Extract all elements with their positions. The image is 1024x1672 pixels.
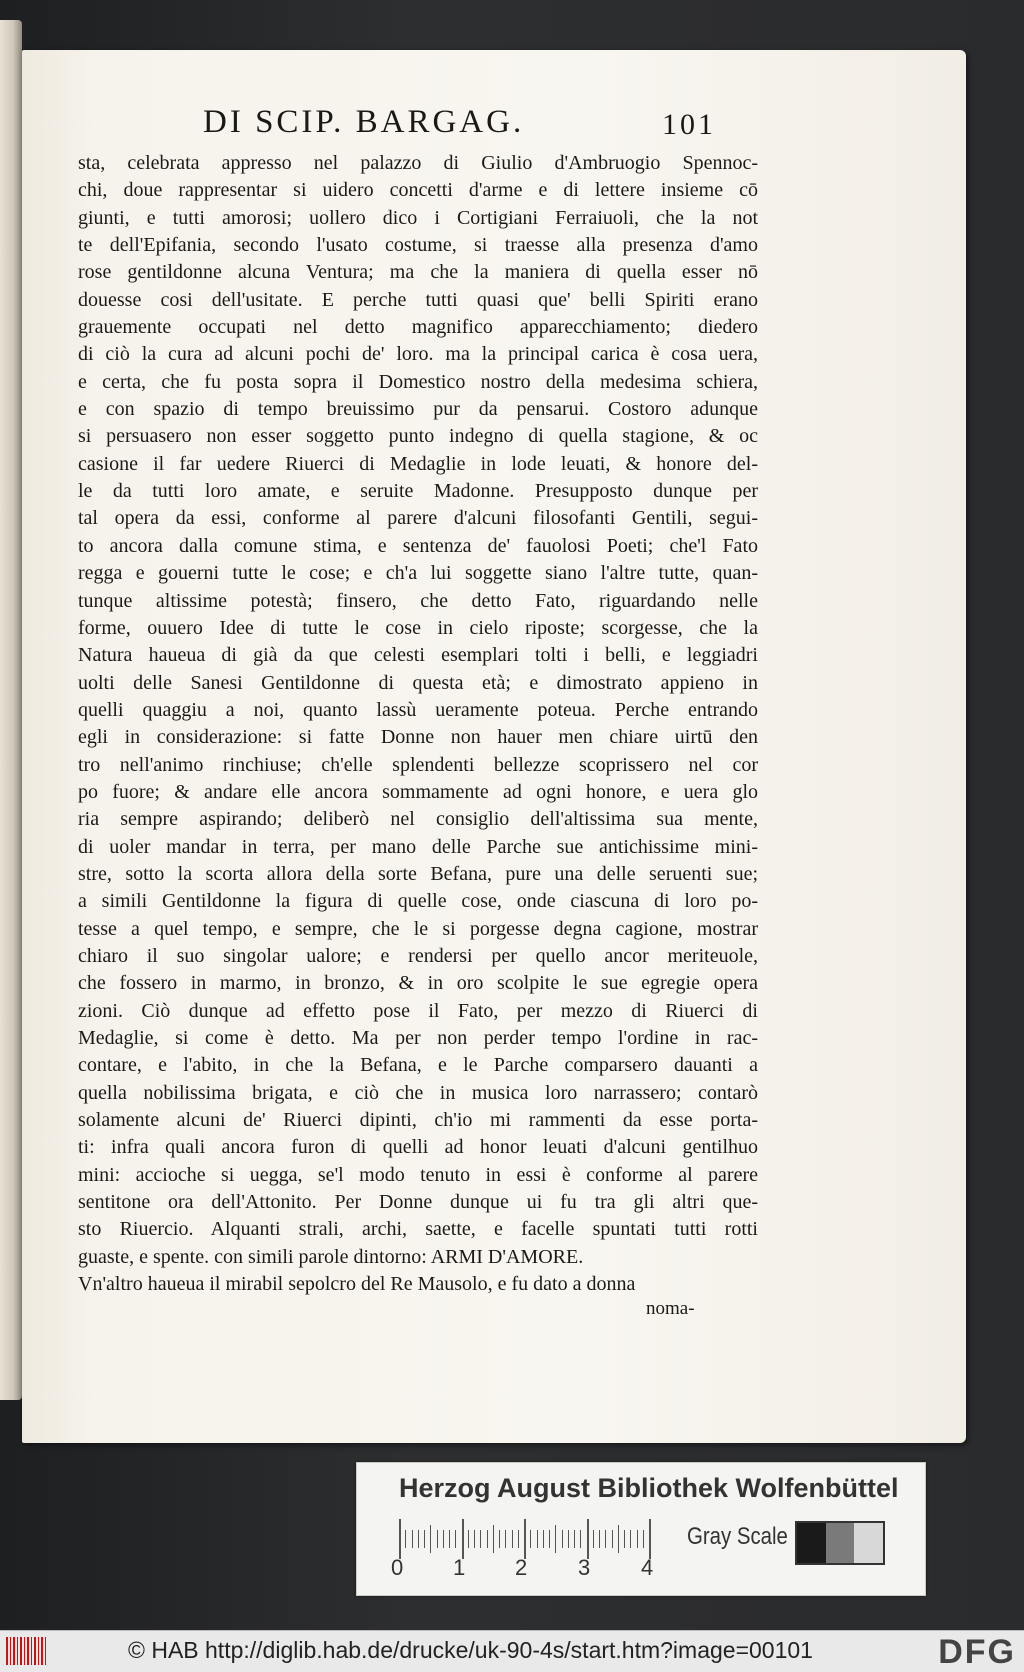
scale-tick — [593, 1530, 594, 1548]
scale-tick — [474, 1530, 475, 1548]
gray-swatch — [826, 1523, 855, 1563]
measurement-scale — [399, 1519, 669, 1559]
scale-tick — [512, 1530, 513, 1548]
page-body-text — [78, 150, 758, 1298]
scale-tick — [418, 1530, 419, 1548]
scale-tick — [630, 1530, 631, 1548]
text-line: Natura haueua di già da que celesti esemplari tolti i belli, e leggiadri — [78, 644, 758, 667]
gray-swatch — [797, 1523, 826, 1563]
scale-tick — [437, 1530, 438, 1548]
text-line: sentitone ora dell'Attonito. Per Donne dunque ui fu tra gli altri que- — [78, 1191, 758, 1214]
text-line: a simili Gentildonne la figura di quelle cose, onde ciascuna di loro po- — [78, 890, 758, 913]
gray-scale-label: Gray Scale — [687, 1523, 788, 1550]
text-line: tesse a quel tempo, e sempre, che le si porgesse degna cagione, mostrar — [78, 917, 758, 940]
scale-tick — [430, 1525, 431, 1553]
text-line: tro nell'animo rinchiuse; ch'elle splendenti bellezze scoprissero nel cor — [78, 753, 758, 776]
library-name: Herzog August Bibliothek Wolfenbüttel — [399, 1473, 899, 1503]
text-line: egli in considerazione: si fatte Donne non hauer men chiare uirtū den — [78, 726, 758, 749]
text-line: casione il far uedere Riuerci di Medaglie in lode leuati, & honore del- — [78, 452, 758, 475]
text-line: quelli quaggiu a noi, quanto lassù ueramente poteua. Perche entrando — [78, 698, 758, 721]
text-line: di uoler mandar in terra, per mano delle Parche sue antichissime mini- — [78, 835, 758, 858]
text-line: chi, doue rappresentar si uidero concetti d'arme e di lettere insieme cō — [78, 179, 758, 202]
text-line: guaste, e spente. con simili parole dintorno: ARMI D'AMORE. — [78, 1245, 584, 1268]
scale-tick — [412, 1530, 413, 1548]
text-line: Vn'altro haueua il mirabil sepolcro del Re Mausolo, e fu dato a donna — [78, 1273, 636, 1296]
viewer-footer — [0, 1630, 1024, 1672]
scale-tick — [518, 1530, 519, 1548]
text-line: ti: infra quali ancora furon di quelli ad honor leuati d'alcuni gentilhuo — [78, 1136, 758, 1159]
scale-tick — [480, 1530, 481, 1548]
text-line: giunti, e tutti amorosi; uollero dico i Cortigiani Ferraiuoli, che la not — [78, 206, 758, 229]
scale-tick — [618, 1525, 619, 1553]
text-line: tunque altissime potestà; finsero, che detto Fato, riguardando nelle — [78, 589, 758, 612]
text-line: sta, celebrata appresso nel palazzo di Giulio d'Ambruogio Spennoc- — [78, 152, 758, 174]
text-line: e certa, che fu posta sopra il Domestico nostro della medesima schiera, — [78, 370, 758, 393]
scale-tick — [605, 1530, 606, 1548]
text-line: to ancora dalla comune stima, e sentenza de' fauolosi Poeti; che'l Fato — [78, 534, 758, 557]
scale-tick — [562, 1530, 563, 1548]
scale-tick — [462, 1519, 464, 1559]
text-line: regga e gouerni tutte le cose; e ch'a lui soggette siano l'altre tutte, quan- — [78, 562, 758, 585]
gray-scale-swatches — [795, 1521, 885, 1565]
text-line: forme, ouuero Idee di tutte le cose in cielo riposte; scorgesse, che la — [78, 616, 758, 639]
scale-tick — [543, 1530, 544, 1548]
scale-number: 0 — [391, 1555, 404, 1580]
scale-tick — [649, 1519, 651, 1559]
text-line: che fossero in marmo, in bronzo, & in oro scolpite le sue egregie opera — [78, 972, 758, 995]
scale-tick — [537, 1530, 538, 1548]
hab-logo-icon — [6, 1637, 46, 1665]
scale-tick — [549, 1530, 550, 1548]
text-line: di ciò la cura ad alcuni pochi de' loro. ma la principal carica è cosa uera, — [78, 343, 758, 366]
facing-page-edge — [0, 20, 22, 1400]
scale-tick — [637, 1530, 638, 1548]
text-line: rose gentildonne alcuna Ventura; ma che la maniera di quella esser nō — [78, 261, 758, 284]
scale-tick — [643, 1530, 644, 1548]
text-line: stre, sotto la scorta allora della sorte Befana, pure una delle seruenti sue; — [78, 862, 758, 885]
scale-number: 3 — [578, 1555, 591, 1580]
text-line: sto Riuercio. Alquanti strali, archi, saette, e facelle spuntati tutti rotti — [78, 1218, 758, 1241]
running-head: DI SCIP. BARGAG. — [203, 104, 525, 140]
scale-tick — [443, 1530, 444, 1548]
folio-number: 101 — [662, 108, 716, 141]
text-line: po fuore; & andare elle ancora sommamente ad ogni honore, e uera glo — [78, 780, 758, 803]
scale-tick — [599, 1530, 600, 1548]
text-line: te dell'Epifania, secondo l'usato costume, si traesse alla presenza d'amo — [78, 234, 758, 257]
scale-number: 1 — [453, 1555, 466, 1580]
scale-tick — [568, 1530, 569, 1548]
text-line: douesse cosi dell'usitate. E perche tutti quasi que' belli Spiriti erano — [78, 288, 758, 311]
scale-tick — [424, 1530, 425, 1548]
text-line: le da tutti loro amate, e seruite Madonne. Presupposto dunque per — [78, 480, 758, 503]
dfg-logo: DFG — [938, 1633, 1016, 1671]
text-line: chiaro il suo singolar ualore; e rendersi per quello ancor meriteuole, — [78, 944, 758, 967]
text-line: si persuasero non esser soggetto punto indegno di quella stagione, & oc — [78, 425, 758, 448]
scale-numbers — [391, 1555, 691, 1585]
scale-tick — [587, 1519, 589, 1559]
text-line: mini: accioche si uegga, se'l modo tenuto in essi è conforme al parere — [78, 1163, 758, 1186]
scale-tick — [399, 1519, 401, 1559]
text-line: Medaglie, si come è detto. Ma per non perder tempo l'ordine in rac- — [78, 1027, 758, 1049]
scale-number: 4 — [641, 1555, 654, 1580]
scale-number: 2 — [515, 1555, 528, 1580]
text-line: ria sempre aspirando; deliberò nel consiglio dell'altissima sua mente, — [78, 808, 758, 831]
scale-tick — [487, 1530, 488, 1548]
text-line: solamente alcuni de' Riuerci dipinti, ch'io mi rammenti da esse porta- — [78, 1109, 758, 1132]
footer-url-link[interactable]: © HAB http://diglib.hab.de/drucke/uk-90-4s/start.htm?image=00101 — [128, 1637, 813, 1663]
text-line: grauemente occupati nel detto magnifico apparecchiamento; diedero — [78, 316, 758, 339]
text-line: contare, e l'abito, in che la Befana, e le Parche comparsero dauanti a — [78, 1054, 758, 1077]
text-line: quella nobilissima brigata, e ciò che in musica loro narrassero; contarò — [78, 1081, 758, 1104]
scale-tick — [455, 1530, 456, 1548]
text-line: e con spazio di tempo breuissimo pur da pensarui. Costoro adunque — [78, 398, 758, 421]
text-line: zioni. Ciò dunque ad effetto pose il Fato, per mezzo di Riuerci di — [78, 999, 758, 1022]
library-color-card — [356, 1462, 926, 1596]
gray-swatch — [854, 1523, 883, 1563]
scale-tick — [524, 1519, 526, 1559]
page-header — [0, 104, 1024, 144]
scale-tick — [612, 1530, 613, 1548]
text-line: uolti delle Sanesi Gentildonne di questa età; e dimostrato appieno in — [78, 671, 758, 694]
scale-tick — [555, 1525, 556, 1553]
scale-tick — [505, 1530, 506, 1548]
scale-tick — [530, 1530, 531, 1548]
scale-tick — [449, 1530, 450, 1548]
scale-tick — [574, 1530, 575, 1548]
catchword: noma- — [646, 1298, 695, 1319]
text-line: tal opera da essi, conforme al parere d'alcuni filosofanti Gentili, segui- — [78, 507, 758, 530]
scale-tick — [468, 1530, 469, 1548]
scale-tick — [624, 1530, 625, 1548]
scale-tick — [580, 1530, 581, 1548]
scale-tick — [499, 1530, 500, 1548]
scale-tick — [405, 1530, 406, 1548]
scale-tick — [493, 1525, 494, 1553]
